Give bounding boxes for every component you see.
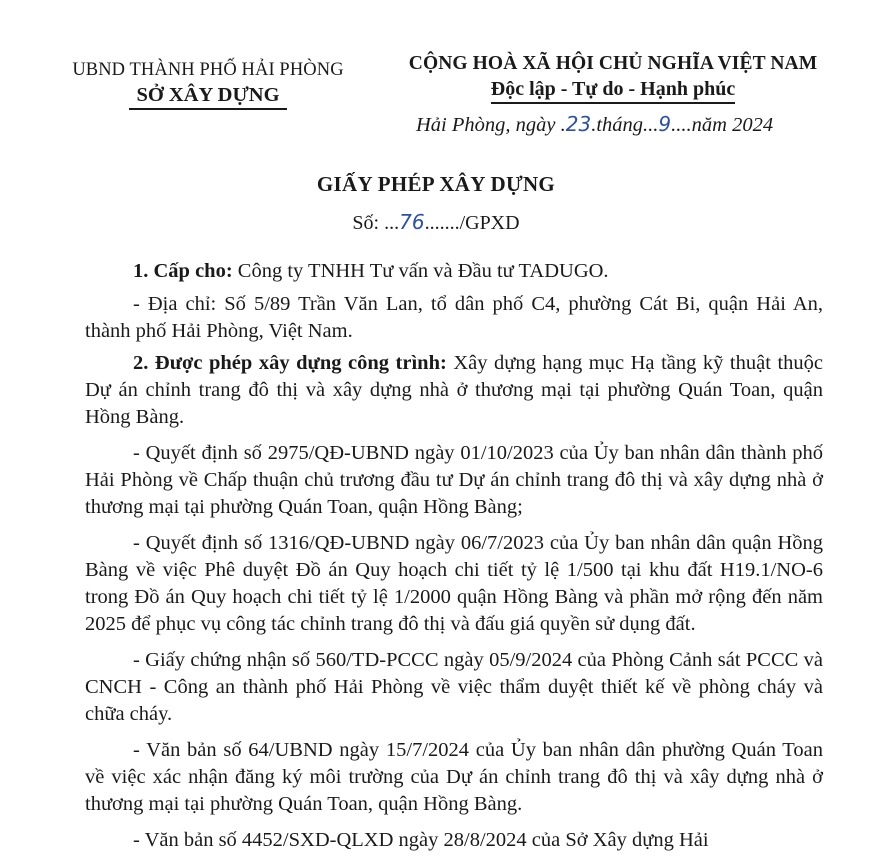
date-month-prefix: .tháng... [591,114,659,136]
agency-name: UBND THÀNH PHỐ HẢI PHÒNG [72,60,344,80]
issuing-agency-block [58,60,358,110]
number-suffix: ......./GPXD [424,212,520,234]
grantee-label: 1. Cấp cho: [133,260,233,282]
permitted-work-paragraph [85,350,823,431]
nation-name: CỘNG HOÀ XÃ HỘI CHỦ NGHĨA VIỆT NAM [408,53,818,74]
grantee-paragraph [85,258,823,285]
number-prefix: Số: ... [352,212,400,234]
grantee-name: Công ty TNHH Tư vấn và Đầu tư TADUGO. [232,260,609,282]
basis-item-1: - Quyết định số 2975/QĐ-UBND ngày 01/10/2023 của Ủy ban nhân dân thành phố Hải Phòng về Chấp thuận chủ trương đầu tư Dự án chỉnh trang đô thị và xây dựng nhà ở thương mại tại phường Quán Toan, quận Hồng Bàng; [85,442,823,518]
grantee-address: - Địa chỉ: Số 5/89 Trần Văn Lan, tổ dân phố C4, phường Cát Bi, quận Hải An, thành phố Hải Phòng, Việt Nam. [85,293,823,342]
date-prefix: Hải Phòng, ngày . [416,114,566,136]
date-year: ....năm 2024 [671,114,774,136]
date-month-handwritten: 9 [658,112,672,136]
basis-item-5: - Văn bản số 4452/SXD-QLXD ngày 28/8/2024 của Sở Xây dựng Hải [133,829,709,851]
department-underline [129,108,287,110]
motto-underline [491,102,735,104]
basis-item-2: - Quyết định số 1316/QĐ-UBND ngày 06/7/2023 của Ủy ban nhân dân quận Hồng Bàng về việc Phê duyệt Đồ án Quy hoạch chi tiết tỷ lệ 1/500 tại khu đất H19.1/NO-6 trong Đồ án Quy hoạch chi tiết tỷ lệ 1/2000 quận Hồng Bàng và phần mở rộng đến năm 2025 để phục vụ công tác chỉnh trang đô thị và đấu giá quyền sử dụng đất. [85,532,823,635]
permitted-work-text: Xây dựng hạng mục Hạ tầng kỹ thuật thuộc Dự án chỉnh trang đô thị và xây dựng nhà ở thương mại tại phường Quán Toan, quận Hồng Bàng. [85,352,823,428]
permitted-work-label: 2. Được phép xây dựng công trình: [133,352,447,374]
basis-item-3: - Giấy chứng nhận số 560/TD-PCCC ngày 05/9/2024 của Phòng Cảnh sát PCCC và CNCH - Công an thành phố Hải Phòng về việc thẩm duyệt thiết kế về phòng cháy và chữa cháy. [85,649,823,725]
document-body [85,258,823,863]
permit-number-line [0,210,872,235]
document-title: GIẤY PHÉP XÂY DỰNG [316,172,556,196]
national-header-block [398,53,828,104]
issue-date-line [416,112,836,137]
date-day-handwritten: 23 [565,112,592,136]
permit-number-handwritten: 76 [399,210,425,234]
national-motto: Độc lập - Tự do - Hạnh phúc [490,78,736,100]
department-name: SỞ XÂY DỰNG [136,84,280,106]
basis-item-4: - Văn bản số 64/UBND ngày 15/7/2024 của Ủy ban nhân dân phường Quán Toan về việc xác nhận đăng ký môi trường của Dự án chỉnh trang đô thị và xây dựng nhà ở thương mại tại phường Quán Toan, quận Hồng Bàng. [85,739,823,815]
